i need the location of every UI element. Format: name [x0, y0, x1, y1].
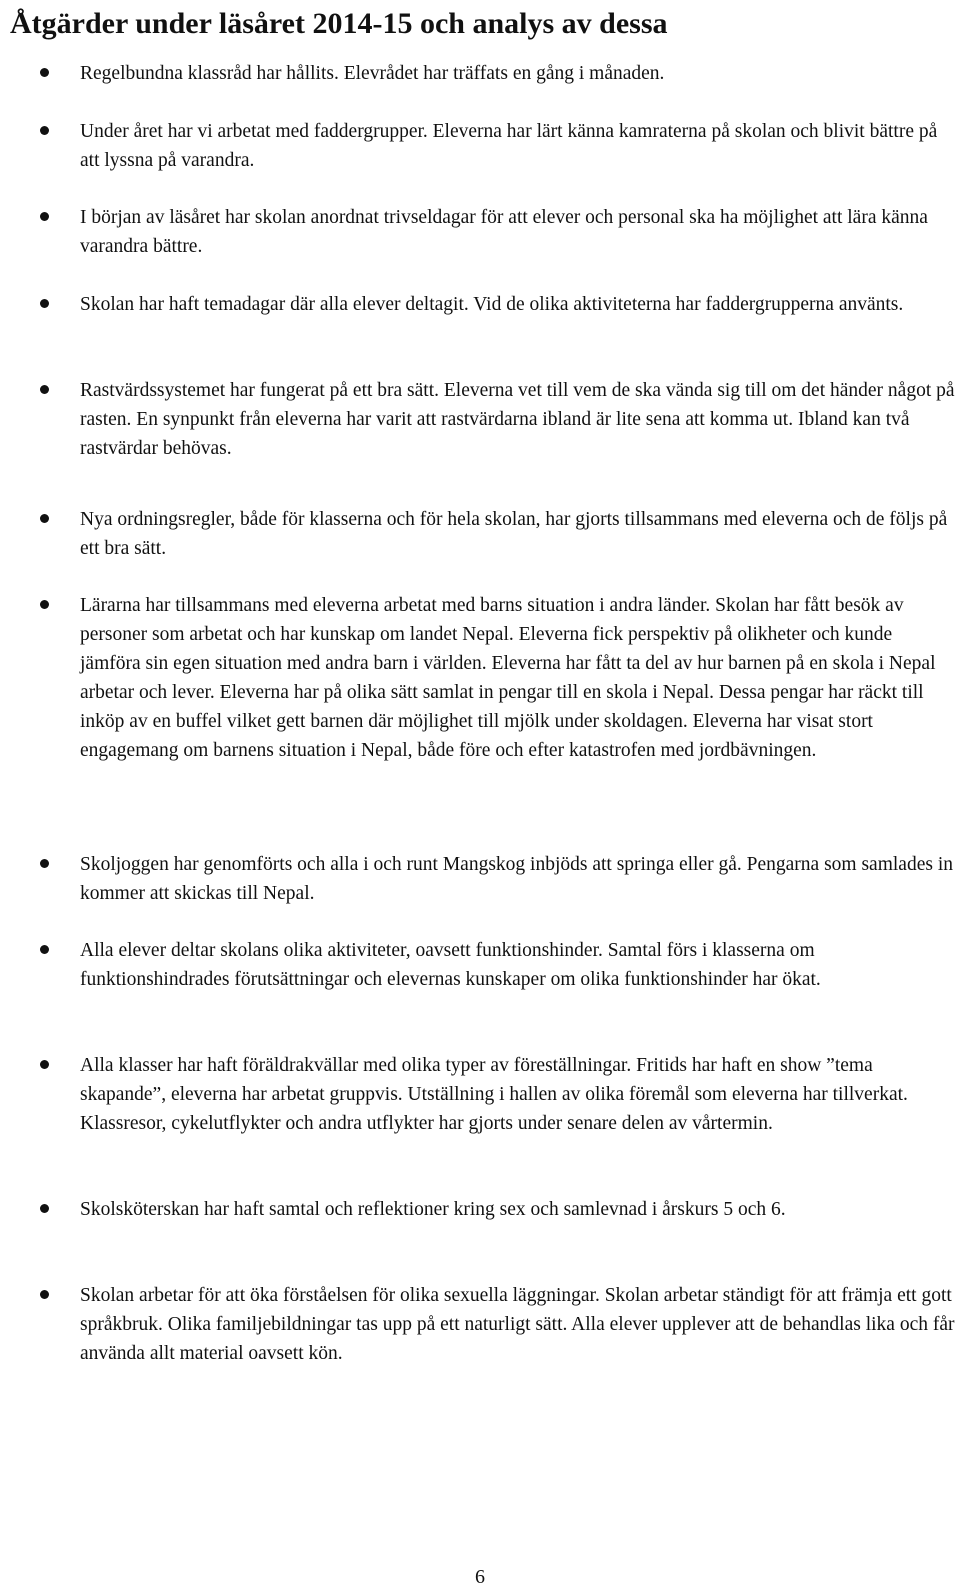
bullet-icon	[40, 1290, 49, 1299]
list-item-text: Under året har vi arbetat med faddergrupper. Eleverna har lärt känna kamraterna på skolan och blivit bättre på att lyssna på varandra.	[80, 121, 938, 171]
list-item-text: I början av läsåret har skolan anordnat trivseldagar för att elever och personal ska ha möjlighet att lära känna varandra bättre.	[80, 207, 928, 257]
bullet-icon	[40, 68, 49, 77]
list-item-text: Skolan har haft temadagar där alla elever deltagit. Vid de olika aktiviteterna har faddergrupperna använts.	[80, 294, 904, 315]
list-item-text: Skoljoggen har genomförts och alla i och runt Mangskog inbjöds att springa eller gå. Pengarna som samlades in kommer att skickas till Nepal.	[80, 854, 953, 904]
list-item-text: Regelbundna klassråd har hållits. Elevrådet har träffats en gång i månaden.	[80, 63, 665, 84]
bullet-icon	[40, 212, 49, 221]
list-item-text: Skolsköterskan har haft samtal och reflektioner kring sex och samlevnad i årskurs 5 och 6.	[80, 1199, 786, 1220]
bullet-icon	[40, 299, 49, 308]
page-number: 6	[475, 1566, 485, 1588]
bullet-icon	[40, 514, 49, 523]
list-item-text: Skolan arbetar för att öka förståelsen för olika sexuella läggningar. Skolan arbetar ständigt för att främja ett gott språkbruk. Olika familjebildningar tas upp på ett naturligt sätt. Alla elever upplever att de behandlas lika och får använda allt material oavsett kön.	[80, 1285, 955, 1364]
list-item-text: Alla elever deltar skolans olika aktiviteter, oavsett funktionshinder. Samtal förs i klasserna om funktionshindrades förutsättningar och elevernas kunskaper om olika funktionshinder har ökat.	[80, 940, 821, 990]
list-item-text: Nya ordningsregler, både för klasserna och för hela skolan, har gjorts tillsammans med eleverna och de följs på ett bra sätt.	[80, 509, 948, 559]
bullet-icon	[40, 1060, 49, 1069]
list-item-text: Alla klasser har haft föräldrakvällar med olika typer av föreställningar. Fritids har haft en show ”tema skapande”, eleverna har arbetat gruppvis. Utställning i hallen av olika föremål som eleverna har tillverkat. Klassresor, cykelutflykter och andra utflykter har gjorts under senare delen av vårtermin.	[80, 1055, 908, 1134]
bullet-icon	[40, 385, 49, 394]
bullet-icon	[40, 1204, 49, 1213]
bullet-icon	[40, 859, 49, 868]
bullet-icon	[40, 600, 49, 609]
bullet-icon	[40, 945, 49, 954]
page-title: Åtgärder under läsåret 2014-15 och analys av dessa	[10, 7, 668, 40]
list-item-text: Rastvärdssystemet har fungerat på ett bra sätt. Eleverna vet till vem de ska vända sig till om det händer något på rasten. En synpunkt från eleverna har varit att rastvärdarna ibland är lite sena att komma ut. Ibland kan två rastvärdar behövas.	[80, 380, 955, 459]
bullet-icon	[40, 126, 49, 135]
list-item-text: Lärarna har tillsammans med eleverna arbetat med barns situation i andra länder. Skolan har fått besök av personer som arbetat och har kunskap om landet Nepal. Eleverna fick perspektiv på olikheter och kunde jämföra sin egen situation med andra barn i världen. Eleverna har fått ta del av hur barnen på en skola i Nepal arbetar och lever. Eleverna har på olika sätt samlat in pengar till en skola i Nepal. Dessa pengar har räckt till inköp av en buffel vilket gett barnen där möjlighet till mjölk under skoldagen. Eleverna har visat stort engagemang om barnens situation i Nepal, både före och efter katastrofen med jordbävningen.	[80, 595, 936, 761]
